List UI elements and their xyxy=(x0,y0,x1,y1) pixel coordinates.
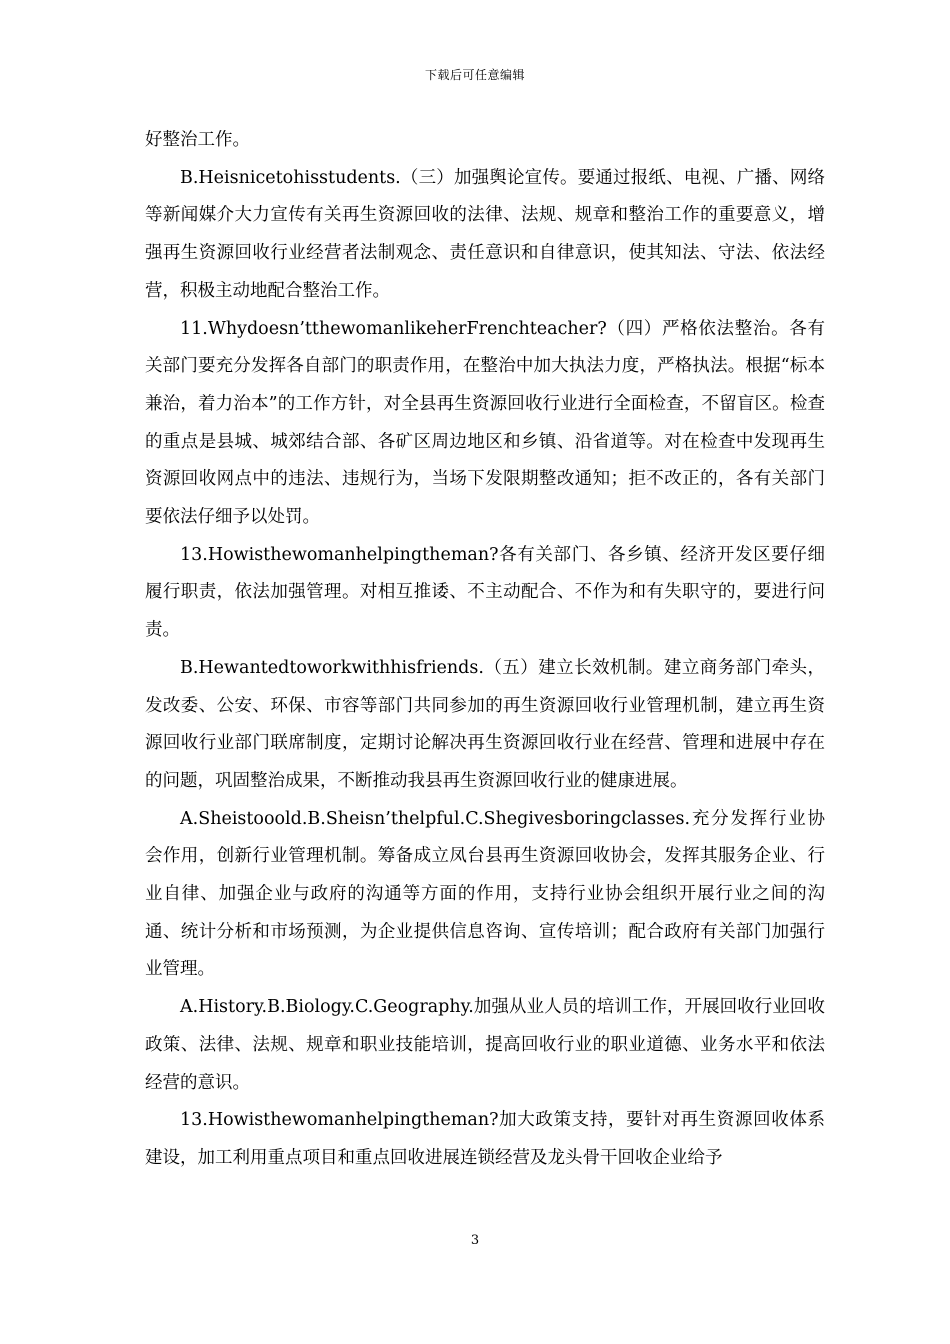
paragraph-3: 11.Whydoesn’tthewomanlikeherFrenchteacher?（四）严格依法整治。各有关部门要充分发挥各自部门的职责作用，在整治中加大执法力度，严格执法。根据“标本兼治，着力治本”的工作方针，对全县再生资源回收行业进行全面检查，不留盲区。检查的重点是县城、城郊结合部、各矿区周边地区和乡镇、沿省道等。对在检查中发现再生资源回收网点中的违法、违规行为，当场下发限期整改通知；拒不改正的，各有关部门要依法仔细予以处罚。 xyxy=(145,318,825,528)
paragraph-7: A.History.B.Biology.C.Geography.加强从业人员的培训工作，开展回收行业回收政策、法律、法规、规章和职业技能培训，提高回收行业的职业道德、业务水平和依法经营的意识。 xyxy=(145,997,825,1093)
page-number: 3 xyxy=(470,1233,480,1248)
document-body xyxy=(145,122,825,1178)
paragraph-2: B.Heisnicetohisstudents.（三）加强舆论宣传。要通过报纸、电视、广播、网络等新闻媒介大力宣传有关再生资源回收的法律、法规、规章和整治工作的重要意义，增强再生资源回收行业经营者法制观念、责任意识和自律意识，使其知法、守法、依法经营，积极主动地配合整治工作。 xyxy=(145,167,825,301)
page-header: 下载后可任意编辑 xyxy=(424,68,525,82)
paragraph-1: 好整治工作。 xyxy=(145,130,250,150)
paragraph-5: B.Hewantedtoworkwithhisfriends.（五）建立长效机制。建立商务部门牵头，发改委、公安、环保、市容等部门共同参加的再生资源回收行业管理机制，建立再生资源回收行业部门联席制度，定期讨论解决再生资源回收行业在经营、管理和进展中存在的问题，巩固整治成果，不断推动我县再生资源回收行业的健康进展。 xyxy=(145,657,825,791)
paragraph-6: A.Sheistooold.B.Sheisn’thelpful.C.Shegivesboringclasses.充分发挥行业协会作用，创新行业管理机制。筹备成立凤台县再生资源回收协会，发挥其服务企业、行业自律、加强企业与政府的沟通等方面的作用，支持行业协会组织开展行业之间的沟通、统计分析和市场预测，为企业提供信息咨询、宣传培训；配合政府有关部门加强行业管理。 xyxy=(145,808,825,980)
paragraph-8: 13.Howisthewomanhelpingtheman?加大政策支持，要针对再生资源回收体系建设，加工利用重点项目和重点回收进展连锁经营及龙头骨干回收企业给予 xyxy=(145,1110,825,1168)
paragraph-4: 13.Howisthewomanhelpingtheman?各有关部门、各乡镇、经济开发区要仔细履行职责，依法加强管理。对相互推诿、不主动配合、不作为和有失职守的，要进行问责。 xyxy=(145,544,825,641)
